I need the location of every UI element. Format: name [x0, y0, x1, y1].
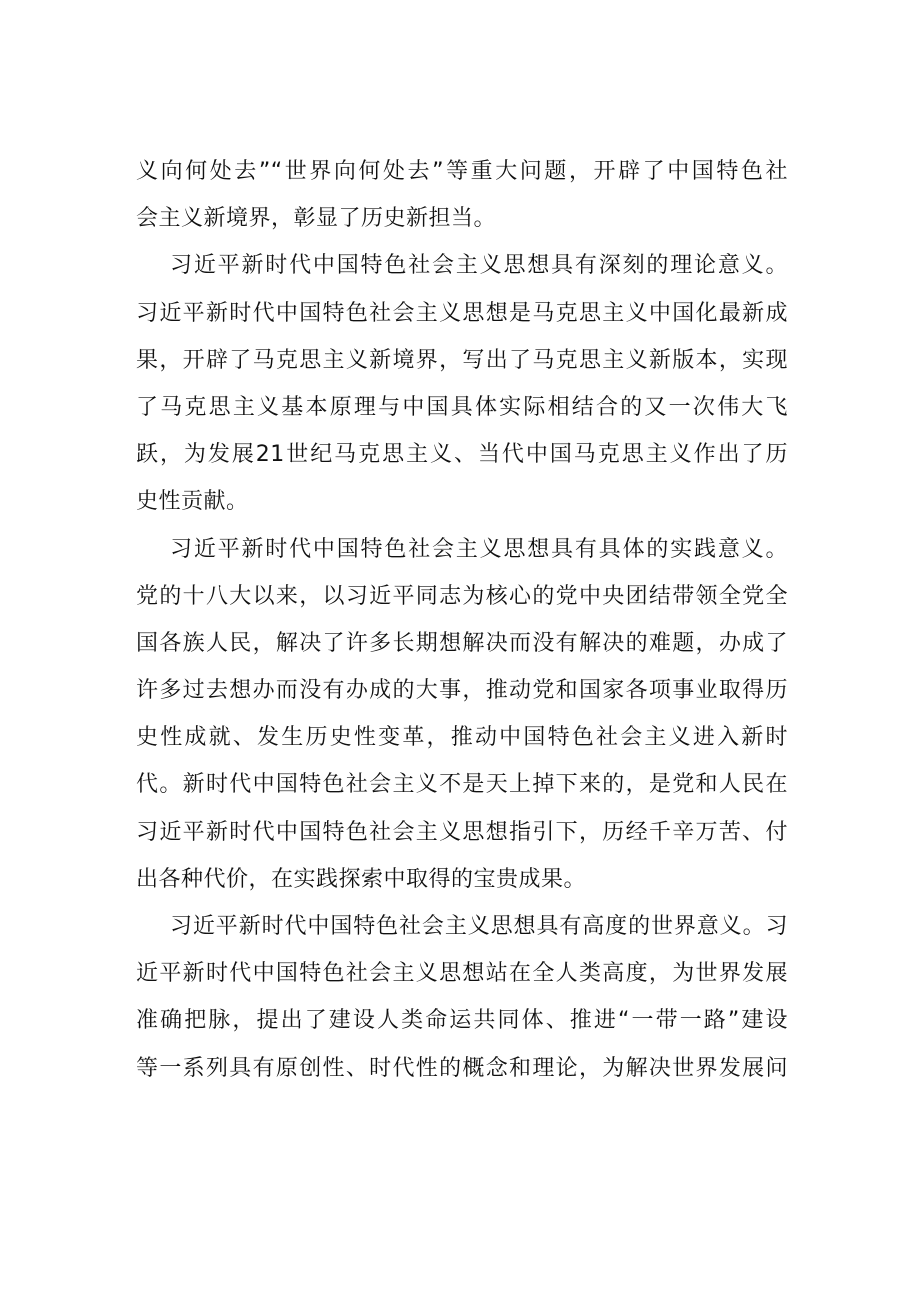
text-line: 党的十八大以来，以习近平同志为核心的党中央团结带领全党全 — [136, 583, 788, 609]
document-body — [136, 148, 788, 1092]
text-line: 准确把脉，提出了建设人类命运共同体、推进“一带一路”建设 — [136, 1008, 788, 1034]
text-line: 习近平新时代中国特色社会主义思想具有具体的实践意义。 — [170, 536, 788, 562]
text-line: 史性贡献。 — [136, 489, 249, 515]
text-line: 许多过去想办而没有办成的大事，推动党和国家各项事业取得历 — [136, 678, 788, 704]
text-line: 国各族人民，解决了许多长期想解决而没有解决的难题，办成了 — [136, 630, 788, 656]
text-line: 近平新时代中国特色社会主义思想站在全人类高度，为世界发展 — [136, 961, 788, 987]
text-line: 史性成就、发生历史性变革，推动中国特色社会主义进入新时 — [136, 725, 788, 751]
text-line: 义向何处去”“世界向何处去”等重大问题，开辟了中国特色社 — [136, 159, 788, 184]
text-line: 习近平新时代中国特色社会主义思想具有高度的世界意义。习 — [170, 914, 788, 939]
text-line: 等一系列具有原创性、时代性的概念和理论，为解决世界发展问 — [136, 1055, 788, 1081]
text-line: 跃，为发展21世纪马克思主义、当代中国马克思主义作出了历 — [136, 442, 788, 468]
text-line: 习近平新时代中国特色社会主义思想是马克思主义中国化最新成 — [136, 300, 788, 326]
text-line: 出各种代价，在实践探索中取得的宝贵成果。 — [136, 866, 587, 892]
text-line: 会主义新境界，彰显了历史新担当。 — [136, 206, 497, 232]
text-line: 了马克思主义基本原理与中国具体实际相结合的又一次伟大飞 — [136, 394, 788, 420]
text-line: 习近平新时代中国特色社会主义思想具有深刻的理论意义。 — [170, 253, 788, 279]
text-line: 果，开辟了马克思主义新境界，写出了马克思主义新版本，实现 — [136, 347, 788, 373]
text-line: 代。新时代中国特色社会主义不是天上掉下来的，是党和人民在 — [136, 772, 788, 798]
text-line: 习近平新时代中国特色社会主义思想指引下，历经千辛万苦、付 — [136, 819, 788, 845]
